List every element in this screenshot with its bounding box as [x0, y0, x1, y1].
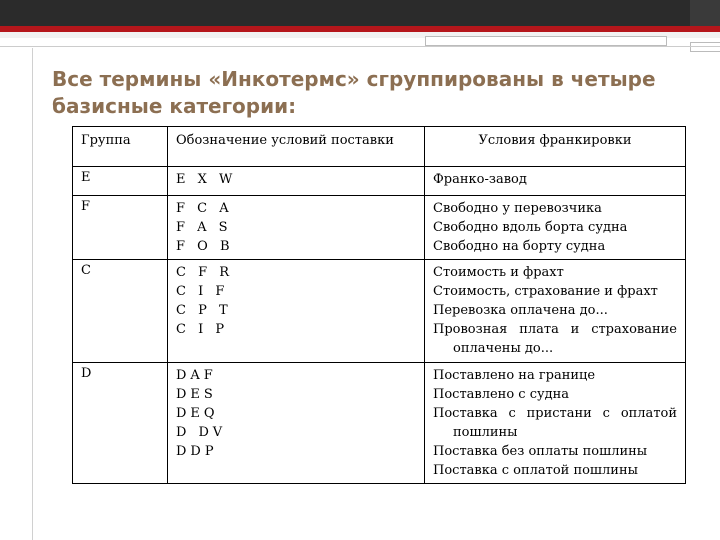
slide-title: Все термины «Инкотермс» сгруппированы в четыре базисные категории: [52, 67, 656, 118]
header-conditions: Условия франкировки [425, 127, 686, 167]
table-row-d [73, 363, 686, 484]
top-bar-right-block [690, 0, 720, 26]
condition-line: Поставка без оплаты пошлины [433, 444, 648, 459]
table-row-c [73, 260, 686, 363]
code-line: C F R [176, 265, 234, 280]
condition-line: пошлины [453, 425, 518, 440]
condition-line: Свободно вдоль борта судна [433, 220, 628, 235]
code-line: D DV [176, 425, 227, 440]
condition-line: Стоимость, страхование и фрахт [433, 284, 658, 299]
header-divider-line [0, 46, 720, 47]
table-row-e [73, 167, 686, 196]
code-line: DEQ [176, 406, 219, 421]
code-line: DES [176, 387, 217, 402]
code-line: F O B [176, 239, 234, 254]
condition-line: Франко-завод [433, 172, 527, 187]
left-border-line [32, 48, 33, 540]
code-line: C I F [176, 284, 229, 299]
condition-line: Поставлено на границе [433, 368, 596, 383]
top-bar-dark [0, 0, 720, 26]
cell-conditions [425, 363, 686, 484]
condition-line: Свободно у перевозчика [433, 201, 602, 216]
condition-line: Поставлено с судна [433, 387, 570, 402]
code-line: DAF [176, 368, 217, 383]
table-row-f [73, 196, 686, 260]
decorative-rectangle-right [690, 42, 720, 52]
condition-line: Стоимость и фрахт [433, 265, 564, 280]
condition-line: Поставка с оплатой пошлины [433, 463, 638, 478]
condition-line: Свободно на борту судна [433, 239, 606, 254]
cell-group: D [73, 363, 168, 484]
cell-codes [168, 363, 425, 484]
decorative-rectangle [425, 36, 667, 46]
code-line: F C A [176, 201, 233, 216]
incoterms-table [72, 126, 686, 484]
condition-line: Перевозка оплачена до... [433, 303, 608, 318]
header-code: Обозначение условий поставки [168, 127, 425, 167]
cell-group: F [73, 196, 168, 260]
cell-codes [168, 260, 425, 363]
cell-codes [168, 167, 425, 196]
condition-line: оплачены до... [453, 341, 554, 356]
code-line: DDP [176, 444, 218, 459]
code-line: F A S [176, 220, 232, 235]
condition-line: Поставка с пристани с оплатой [433, 406, 677, 421]
cell-conditions [425, 167, 686, 196]
condition-line: Провозная плата и страхование [433, 322, 677, 337]
code-line: C I P [176, 322, 229, 337]
code-line: C P T [176, 303, 232, 318]
cell-codes [168, 196, 425, 260]
header-group: Группа [73, 127, 168, 167]
cell-group: C [73, 260, 168, 363]
code-line: E X W [176, 172, 237, 187]
cell-group: E [73, 167, 168, 196]
cell-conditions [425, 260, 686, 363]
cell-conditions [425, 196, 686, 260]
table-header-row [73, 127, 686, 167]
